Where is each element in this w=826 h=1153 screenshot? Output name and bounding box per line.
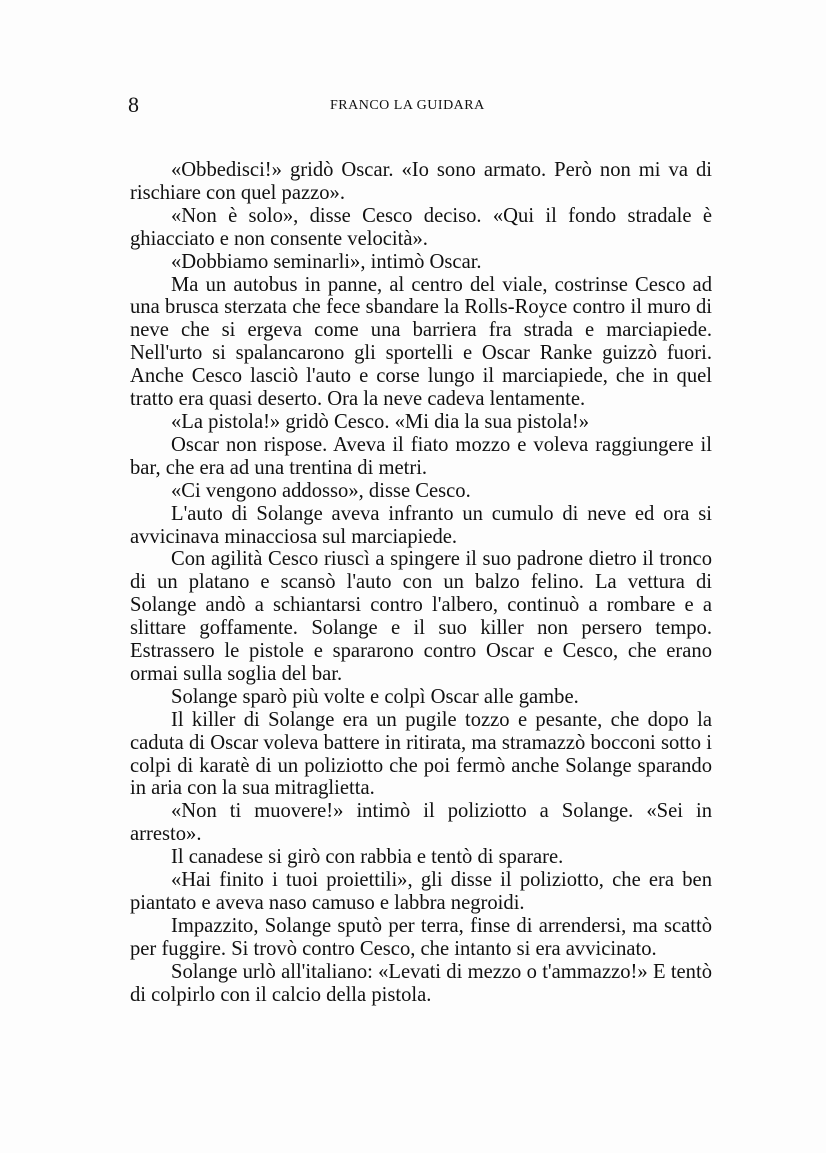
body-text (130, 159, 712, 1007)
paragraph: Solange sparò più volte e colpì Oscar alle gambe. (171, 685, 579, 708)
paragraph: Solange urlò all'italiano: «Levati di mezzo o t'ammazzo!» E tentò di colpirlo con il calcio della pistola. (130, 960, 712, 1006)
paragraph: Con agilità Cesco riuscì a spingere il suo padrone dietro il tronco di un platano e scansò l'auto con un balzo felino. La vettura di Solange andò a schiantarsi contro l'albero, continuò a rombare e a slittare goffamente. Solange e il suo killer non persero tempo. Estrassero le pistole e spararono contro Oscar e Cesco, che erano ormai sulla soglia del bar. (130, 548, 712, 685)
paragraph: Il canadese si girò con rabbia e tentò di sparare. (171, 846, 564, 869)
paragraph: «Non è solo», disse Cesco deciso. «Qui il fondo stradale è ghiacciato e non consente velocità». (130, 204, 712, 250)
paragraph: «La pistola!» gridò Cesco. «Mi dia la sua pistola!» (171, 410, 590, 433)
paragraph: «Ci vengono addosso», disse Cesco. (171, 479, 471, 502)
paragraph: L'auto di Solange aveva infranto un cumulo di neve ed ora si avvicinava minacciosa sul marciapiede. (130, 502, 712, 548)
paragraph: «Non ti muovere!» intimò il poliziotto a Solange. «Sei in arresto». (130, 800, 712, 846)
paragraph: Oscar non rispose. Aveva il fiato mozzo e voleva raggiungere il bar, che era ad una trentina di metri. (130, 433, 712, 479)
paragraph: «Obbedisci!» gridò Oscar. «Io sono armato. Però non mi va di rischiare con quel pazzo». (130, 159, 712, 204)
paragraph: Il killer di Solange era un pugile tozzo e pesante, che dopo la caduta di Oscar voleva battere in ritirata, ma stramazzò bocconi sotto i colpi di karatè di un poliziotto che poi fermò anche Solange sparando in aria con la sua mitraglietta. (130, 708, 712, 800)
page-header (128, 92, 712, 120)
page-number: 8 (128, 92, 139, 117)
paragraph: Ma un autobus in panne, al centro del viale, costrinse Cesco ad una brusca sterzata che fece sbandare la Rolls-Royce contro il muro di neve che si ergeva come una barriera fra strada e marciapiede. Nell'urto si spalancarono gli sportelli e Oscar Ranke guizzò fuori. Anche Cesco lasciò l'auto e corse lungo il marciapiede, che in quel tratto era quasi deserto. Ora la neve cadeva lentamente. (130, 273, 712, 411)
paragraph: «Dobbiamo seminarli», intimò Oscar. (171, 250, 482, 273)
paragraph: «Hai finito i tuoi proiettili», gli disse il poliziotto, che era ben piantato e aveva naso camuso e labbra negroidi. (130, 869, 712, 914)
paragraph: Impazzito, Solange sputò per terra, finse di arrendersi, ma scattò per fuggire. Si trovò contro Cesco, che intanto si era avvicinato. (130, 914, 712, 960)
running-head: FRANCO LA GUIDARA (330, 98, 485, 113)
